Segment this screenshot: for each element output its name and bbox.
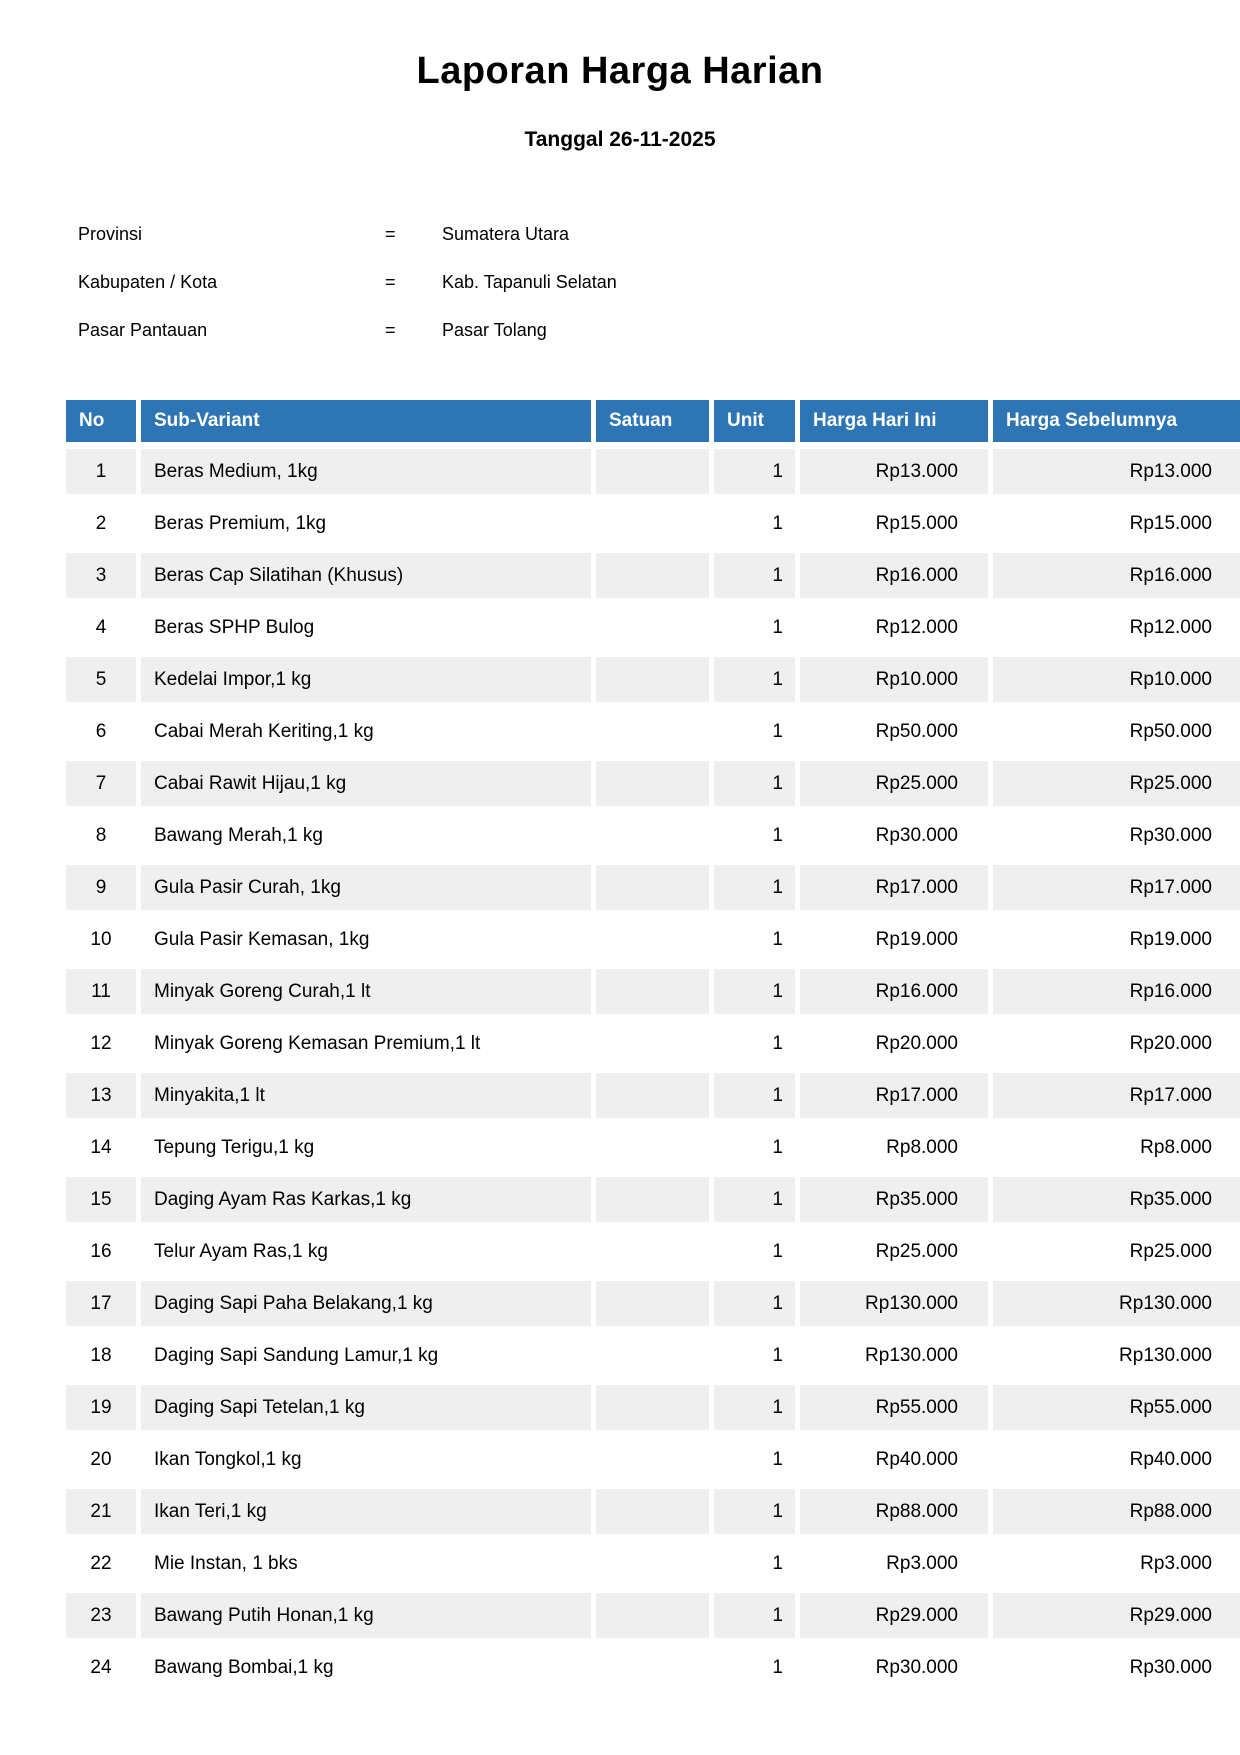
cell-harga-hari-ini: Rp17.000 (800, 865, 988, 910)
cell-harga-sebelumnya: Rp8.000 (993, 1125, 1240, 1170)
header-sub-variant: Sub-Variant (141, 400, 591, 442)
cell-sub-variant: Daging Sapi Tetelan,1 kg (141, 1385, 591, 1430)
table-row (66, 709, 1240, 754)
header-satuan: Satuan (596, 400, 709, 442)
cell-harga-hari-ini: Rp17.000 (800, 1073, 988, 1118)
table-row (66, 1541, 1240, 1586)
cell-satuan (596, 1073, 709, 1118)
cell-unit: 1 (714, 1177, 795, 1222)
cell-harga-hari-ini: Rp88.000 (800, 1489, 988, 1534)
cell-satuan (596, 1541, 709, 1586)
table-row (66, 605, 1240, 650)
cell-harga-sebelumnya: Rp17.000 (993, 865, 1240, 910)
meta-separator: = (385, 320, 396, 340)
cell-sub-variant: Telur Ayam Ras,1 kg (141, 1229, 591, 1274)
cell-unit: 1 (714, 813, 795, 858)
cell-satuan (596, 1645, 709, 1690)
cell-sub-variant: Bawang Putih Honan,1 kg (141, 1593, 591, 1638)
cell-no: 24 (66, 1645, 136, 1690)
cell-harga-hari-ini: Rp35.000 (800, 1177, 988, 1222)
cell-satuan (596, 1489, 709, 1534)
cell-satuan (596, 1229, 709, 1274)
cell-no: 4 (66, 605, 136, 650)
cell-harga-sebelumnya: Rp40.000 (993, 1437, 1240, 1482)
cell-no: 7 (66, 761, 136, 806)
table-row (66, 553, 1240, 598)
cell-unit: 1 (714, 657, 795, 702)
cell-unit: 1 (714, 1021, 795, 1066)
meta-value: Pasar Tolang (442, 320, 547, 340)
cell-harga-sebelumnya: Rp88.000 (993, 1489, 1240, 1534)
cell-sub-variant: Bawang Bombai,1 kg (141, 1645, 591, 1690)
cell-harga-hari-ini: Rp13.000 (800, 449, 988, 494)
cell-harga-hari-ini: Rp25.000 (800, 1229, 988, 1274)
cell-unit: 1 (714, 1385, 795, 1430)
cell-unit: 1 (714, 501, 795, 546)
cell-harga-sebelumnya: Rp25.000 (993, 761, 1240, 806)
table-row (66, 1385, 1240, 1430)
cell-no: 6 (66, 709, 136, 754)
cell-satuan (596, 1437, 709, 1482)
cell-unit: 1 (714, 553, 795, 598)
meta-separator: = (385, 272, 396, 292)
table-row (66, 1645, 1240, 1690)
cell-no: 2 (66, 501, 136, 546)
cell-harga-hari-ini: Rp29.000 (800, 1593, 988, 1638)
cell-sub-variant: Minyak Goreng Curah,1 lt (141, 969, 591, 1014)
cell-harga-hari-ini: Rp20.000 (800, 1021, 988, 1066)
header-unit: Unit (714, 400, 795, 442)
cell-harga-hari-ini: Rp16.000 (800, 553, 988, 598)
cell-harga-sebelumnya: Rp35.000 (993, 1177, 1240, 1222)
cell-sub-variant: Daging Sapi Sandung Lamur,1 kg (141, 1333, 591, 1378)
cell-satuan (596, 917, 709, 962)
cell-unit: 1 (714, 969, 795, 1014)
table-row (66, 1593, 1240, 1638)
table-row (66, 865, 1240, 910)
cell-satuan (596, 553, 709, 598)
cell-harga-sebelumnya: Rp16.000 (993, 553, 1240, 598)
cell-harga-sebelumnya: Rp19.000 (993, 917, 1240, 962)
cell-harga-hari-ini: Rp16.000 (800, 969, 988, 1014)
table-row (66, 917, 1240, 962)
cell-no: 1 (66, 449, 136, 494)
cell-unit: 1 (714, 1541, 795, 1586)
cell-harga-hari-ini: Rp40.000 (800, 1437, 988, 1482)
cell-unit: 1 (714, 1229, 795, 1274)
cell-harga-hari-ini: Rp55.000 (800, 1385, 988, 1430)
cell-sub-variant: Gula Pasir Curah, 1kg (141, 865, 591, 910)
cell-unit: 1 (714, 917, 795, 962)
cell-no: 12 (66, 1021, 136, 1066)
cell-no: 23 (66, 1593, 136, 1638)
cell-harga-hari-ini: Rp30.000 (800, 813, 988, 858)
table-row (66, 501, 1240, 546)
meta-value: Kab. Tapanuli Selatan (442, 272, 617, 292)
cell-satuan (596, 501, 709, 546)
cell-sub-variant: Beras Medium, 1kg (141, 449, 591, 494)
cell-harga-sebelumnya: Rp25.000 (993, 1229, 1240, 1274)
header-no: No (66, 400, 136, 442)
cell-no: 20 (66, 1437, 136, 1482)
table-row (66, 813, 1240, 858)
cell-sub-variant: Tepung Terigu,1 kg (141, 1125, 591, 1170)
cell-sub-variant: Daging Sapi Paha Belakang,1 kg (141, 1281, 591, 1326)
cell-harga-sebelumnya: Rp12.000 (993, 605, 1240, 650)
cell-no: 16 (66, 1229, 136, 1274)
table-row (66, 1229, 1240, 1274)
cell-harga-sebelumnya: Rp15.000 (993, 501, 1240, 546)
cell-satuan (596, 1125, 709, 1170)
cell-unit: 1 (714, 1333, 795, 1378)
cell-satuan (596, 605, 709, 650)
cell-unit: 1 (714, 1281, 795, 1326)
header-harga-sebelumnya: Harga Sebelumnya (993, 400, 1240, 442)
cell-sub-variant: Kedelai Impor,1 kg (141, 657, 591, 702)
cell-harga-hari-ini: Rp15.000 (800, 501, 988, 546)
table-row (66, 1489, 1240, 1534)
cell-no: 8 (66, 813, 136, 858)
page-title: Laporan Harga Harian (416, 50, 824, 92)
cell-harga-sebelumnya: Rp13.000 (993, 449, 1240, 494)
cell-harga-sebelumnya: Rp17.000 (993, 1073, 1240, 1118)
cell-harga-hari-ini: Rp50.000 (800, 709, 988, 754)
cell-satuan (596, 657, 709, 702)
cell-sub-variant: Cabai Merah Keriting,1 kg (141, 709, 591, 754)
cell-sub-variant: Minyak Goreng Kemasan Premium,1 lt (141, 1021, 591, 1066)
cell-unit: 1 (714, 1645, 795, 1690)
cell-harga-sebelumnya: Rp20.000 (993, 1021, 1240, 1066)
meta-row-provinsi (0, 224, 1240, 244)
cell-satuan (596, 813, 709, 858)
cell-sub-variant: Mie Instan, 1 bks (141, 1541, 591, 1586)
cell-unit: 1 (714, 1593, 795, 1638)
cell-harga-sebelumnya: Rp29.000 (993, 1593, 1240, 1638)
cell-satuan (596, 1281, 709, 1326)
meta-value: Sumatera Utara (442, 224, 570, 244)
cell-harga-hari-ini: Rp130.000 (800, 1333, 988, 1378)
table-row (66, 1437, 1240, 1482)
cell-sub-variant: Ikan Teri,1 kg (141, 1489, 591, 1534)
cell-unit: 1 (714, 1125, 795, 1170)
report-date: Tanggal 26-11-2025 (524, 128, 716, 151)
table-row (66, 1333, 1240, 1378)
cell-harga-sebelumnya: Rp3.000 (993, 1541, 1240, 1586)
table-row (66, 1281, 1240, 1326)
meta-label: Pasar Pantauan (78, 320, 208, 340)
cell-satuan (596, 1333, 709, 1378)
cell-harga-sebelumnya: Rp16.000 (993, 969, 1240, 1014)
table-row (66, 449, 1240, 494)
cell-satuan (596, 865, 709, 910)
table-row (66, 1021, 1240, 1066)
cell-harga-hari-ini: Rp3.000 (800, 1541, 988, 1586)
cell-harga-sebelumnya: Rp30.000 (993, 1645, 1240, 1690)
meta-label: Kabupaten / Kota (78, 272, 218, 292)
table-row (66, 657, 1240, 702)
table-row (66, 1177, 1240, 1222)
cell-harga-hari-ini: Rp30.000 (800, 1645, 988, 1690)
cell-satuan (596, 1021, 709, 1066)
cell-no: 13 (66, 1073, 136, 1118)
cell-no: 22 (66, 1541, 136, 1586)
cell-no: 11 (66, 969, 136, 1014)
cell-no: 15 (66, 1177, 136, 1222)
cell-unit: 1 (714, 761, 795, 806)
meta-row-kabupaten (0, 272, 1240, 292)
cell-harga-hari-ini: Rp25.000 (800, 761, 988, 806)
cell-unit: 1 (714, 709, 795, 754)
cell-satuan (596, 1177, 709, 1222)
cell-harga-sebelumnya: Rp130.000 (993, 1281, 1240, 1326)
cell-no: 18 (66, 1333, 136, 1378)
cell-unit: 1 (714, 1489, 795, 1534)
cell-harga-sebelumnya: Rp30.000 (993, 813, 1240, 858)
cell-sub-variant: Minyakita,1 lt (141, 1073, 591, 1118)
cell-satuan (596, 709, 709, 754)
meta-label: Provinsi (78, 224, 143, 244)
cell-harga-sebelumnya: Rp130.000 (993, 1333, 1240, 1378)
cell-harga-sebelumnya: Rp55.000 (993, 1385, 1240, 1430)
cell-sub-variant: Cabai Rawit Hijau,1 kg (141, 761, 591, 806)
cell-sub-variant: Bawang Merah,1 kg (141, 813, 591, 858)
price-table (61, 393, 1240, 1697)
cell-sub-variant: Beras Cap Silatihan (Khusus) (141, 553, 591, 598)
meta-row-pasar (0, 320, 1240, 340)
cell-harga-hari-ini: Rp8.000 (800, 1125, 988, 1170)
cell-sub-variant: Beras Premium, 1kg (141, 501, 591, 546)
cell-harga-hari-ini: Rp12.000 (800, 605, 988, 650)
cell-unit: 1 (714, 449, 795, 494)
table-row (66, 1073, 1240, 1118)
table-header-row (66, 400, 1240, 442)
cell-harga-hari-ini: Rp10.000 (800, 657, 988, 702)
cell-harga-sebelumnya: Rp50.000 (993, 709, 1240, 754)
cell-unit: 1 (714, 865, 795, 910)
cell-no: 17 (66, 1281, 136, 1326)
table-row (66, 969, 1240, 1014)
cell-no: 10 (66, 917, 136, 962)
header-harga-hari-ini: Harga Hari Ini (800, 400, 988, 442)
cell-harga-sebelumnya: Rp10.000 (993, 657, 1240, 702)
cell-no: 9 (66, 865, 136, 910)
cell-unit: 1 (714, 1437, 795, 1482)
cell-sub-variant: Ikan Tongkol,1 kg (141, 1437, 591, 1482)
cell-no: 19 (66, 1385, 136, 1430)
table-row (66, 1125, 1240, 1170)
table-row (66, 761, 1240, 806)
cell-harga-hari-ini: Rp19.000 (800, 917, 988, 962)
cell-no: 21 (66, 1489, 136, 1534)
cell-harga-hari-ini: Rp130.000 (800, 1281, 988, 1326)
cell-satuan (596, 761, 709, 806)
cell-no: 5 (66, 657, 136, 702)
cell-sub-variant: Beras SPHP Bulog (141, 605, 591, 650)
meta-separator: = (385, 224, 396, 244)
cell-no: 14 (66, 1125, 136, 1170)
cell-satuan (596, 969, 709, 1014)
cell-satuan (596, 449, 709, 494)
cell-sub-variant: Daging Ayam Ras Karkas,1 kg (141, 1177, 591, 1222)
cell-satuan (596, 1593, 709, 1638)
cell-satuan (596, 1385, 709, 1430)
cell-unit: 1 (714, 605, 795, 650)
cell-no: 3 (66, 553, 136, 598)
cell-unit: 1 (714, 1073, 795, 1118)
cell-sub-variant: Gula Pasir Kemasan, 1kg (141, 917, 591, 962)
